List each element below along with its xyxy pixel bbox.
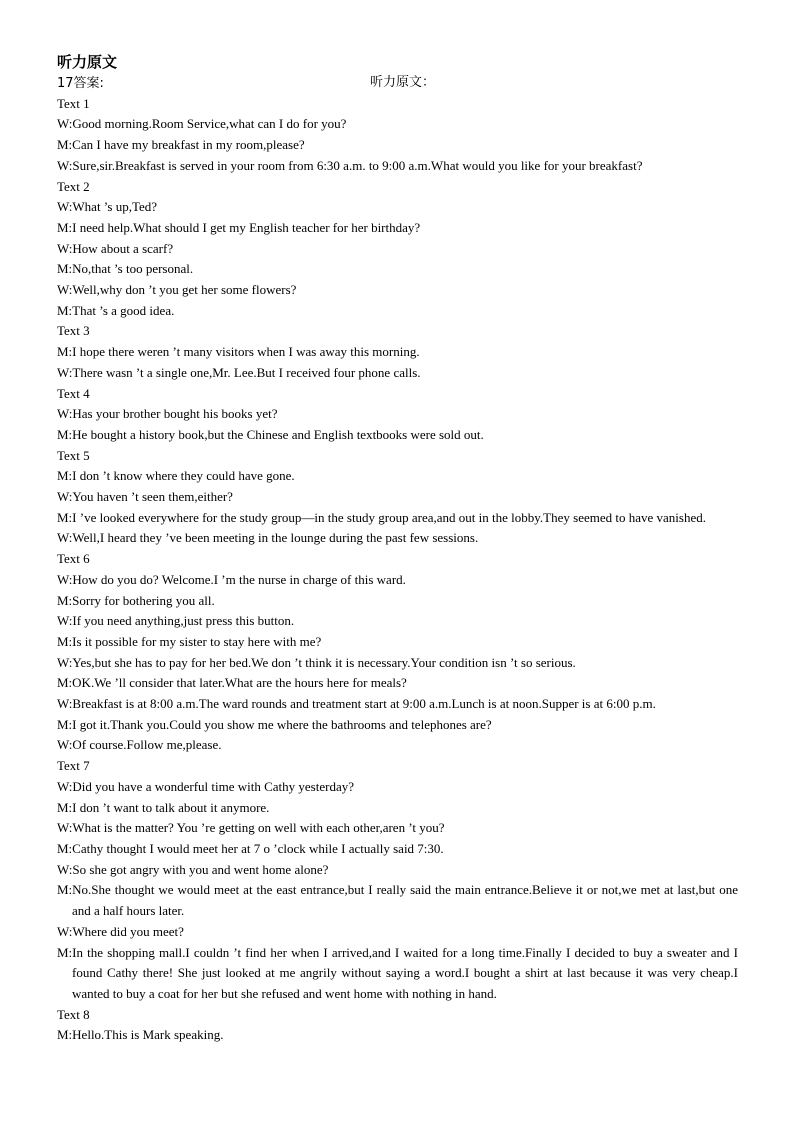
dialogue-line: W:Well,why don ’t you get her some flowers? [57,282,297,298]
answer-label: 17答案: [57,76,104,91]
section-label: Text 7 [57,758,90,774]
dialogue-line: M:Cathy thought I would meet her at 7 o ’clock while I actually said 7:30. [57,841,444,856]
dialogue-line: M:I hope there weren ’t many visitors when I was away this morning. [57,344,420,360]
dialogue-line: M:I don ’t know where they could have gone. [57,468,295,484]
dialogue-line: W:Of course.Follow me,please. [57,737,222,753]
document-page [57,52,738,1046]
dialogue-line: W:Yes,but she has to pay for her bed.We don ’t think it is necessary.Your condition isn ’t so serious. [57,654,576,670]
dialogue-line: M:He bought a history book,but the Chinese and English textbooks were sold out. [57,426,484,442]
dialogue-line: W:How about a scarf? [57,240,174,256]
dialogue-line: W:There wasn ’t a single one,Mr. Lee.But I received four phone calls. [57,364,421,380]
section-label: Text 2 [57,178,90,194]
dialogue-line: W:If you need anything,just press this button. [57,613,295,629]
dialogue-line: M:Hello.This is Mark speaking. [57,1027,224,1043]
dialogue-line: M:That ’s a good idea. [57,302,175,318]
transcript [57,94,738,1046]
dialogue-line: M:No.She thought we would meet at the east entrance,but I really said the main entrance.Believe it or not,we met at last,but one and a half hours later. [57,882,738,919]
transcript-label: 听力原文： [370,75,436,90]
dialogue-line: W:You haven ’t seen them,either? [57,489,233,505]
dialogue-line: W:Has your brother bought his books yet? [57,406,278,422]
dialogue-line: W:Sure,sir.Breakfast is served in your room from 6:30 a.m. to 9:00 a.m.What would you like for your breakfast? [57,157,643,173]
dialogue-line: W:How do you do? Welcome.I ’m the nurse in charge of this ward. [57,571,406,587]
section-label: Text 1 [57,95,90,111]
section-label: Text 5 [57,447,90,463]
section-label: Text 3 [57,323,90,339]
page-title: 听力原文 [57,53,118,71]
dialogue-line: W:Well,I heard they ’ve been meeting in the lounge during the past few sessions. [57,530,479,546]
dialogue-line: W:Where did you meet? [57,923,184,939]
dialogue-line: M:In the shopping mall.I couldn ’t find her when I arrived,and I waited for a long time.Finally I decided to buy a sweater and I found Cathy there! She just looked at me angrily without saying a word.I bought a shirt at last because it was very cheap.I wanted to buy a coat for her but she refused and went home with nothing in hand. [57,944,738,1001]
dialogue-line: M:I got it.Thank you.Could you show me where the bathrooms and telephones are? [57,716,492,732]
section-label: Text 4 [57,385,90,401]
dialogue-line: W:Breakfast is at 8:00 a.m.The ward rounds and treatment start at 9:00 a.m.Lunch is at noon.Supper is at 6:00 p.m. [57,696,656,712]
dialogue-line: M:I need help.What should I get my English teacher for her birthday? [57,219,421,235]
dialogue-line: M:No,that ’s too personal. [57,261,194,277]
dialogue-line: M:Can I have my breakfast in my room,please? [57,137,305,153]
dialogue-line: W:Good morning.Room Service,what can I do for you? [57,116,347,132]
dialogue-line: M:OK.We ’ll consider that later.What are the hours here for meals? [57,675,407,691]
dialogue-line: W:So she got angry with you and went home alone? [57,861,329,877]
dialogue-line: W:What is the matter? You ’re getting on well with each other,aren ’t you? [57,820,445,836]
dialogue-line: W:Did you have a wonderful time with Cathy yesterday? [57,778,354,794]
dialogue-line: M:I don ’t want to talk about it anymore. [57,799,270,815]
section-label: Text 8 [57,1006,90,1022]
answer-row [57,73,738,94]
dialogue-line: M:Sorry for bothering you all. [57,592,215,608]
dialogue-line: W:What ’s up,Ted? [57,199,158,215]
dialogue-line: M:I ’ve looked everywhere for the study group—in the study group area,and out in the lobby.They seemed to have vanished. [57,509,706,525]
section-label: Text 6 [57,551,90,567]
dialogue-line: M:Is it possible for my sister to stay here with me? [57,633,322,649]
